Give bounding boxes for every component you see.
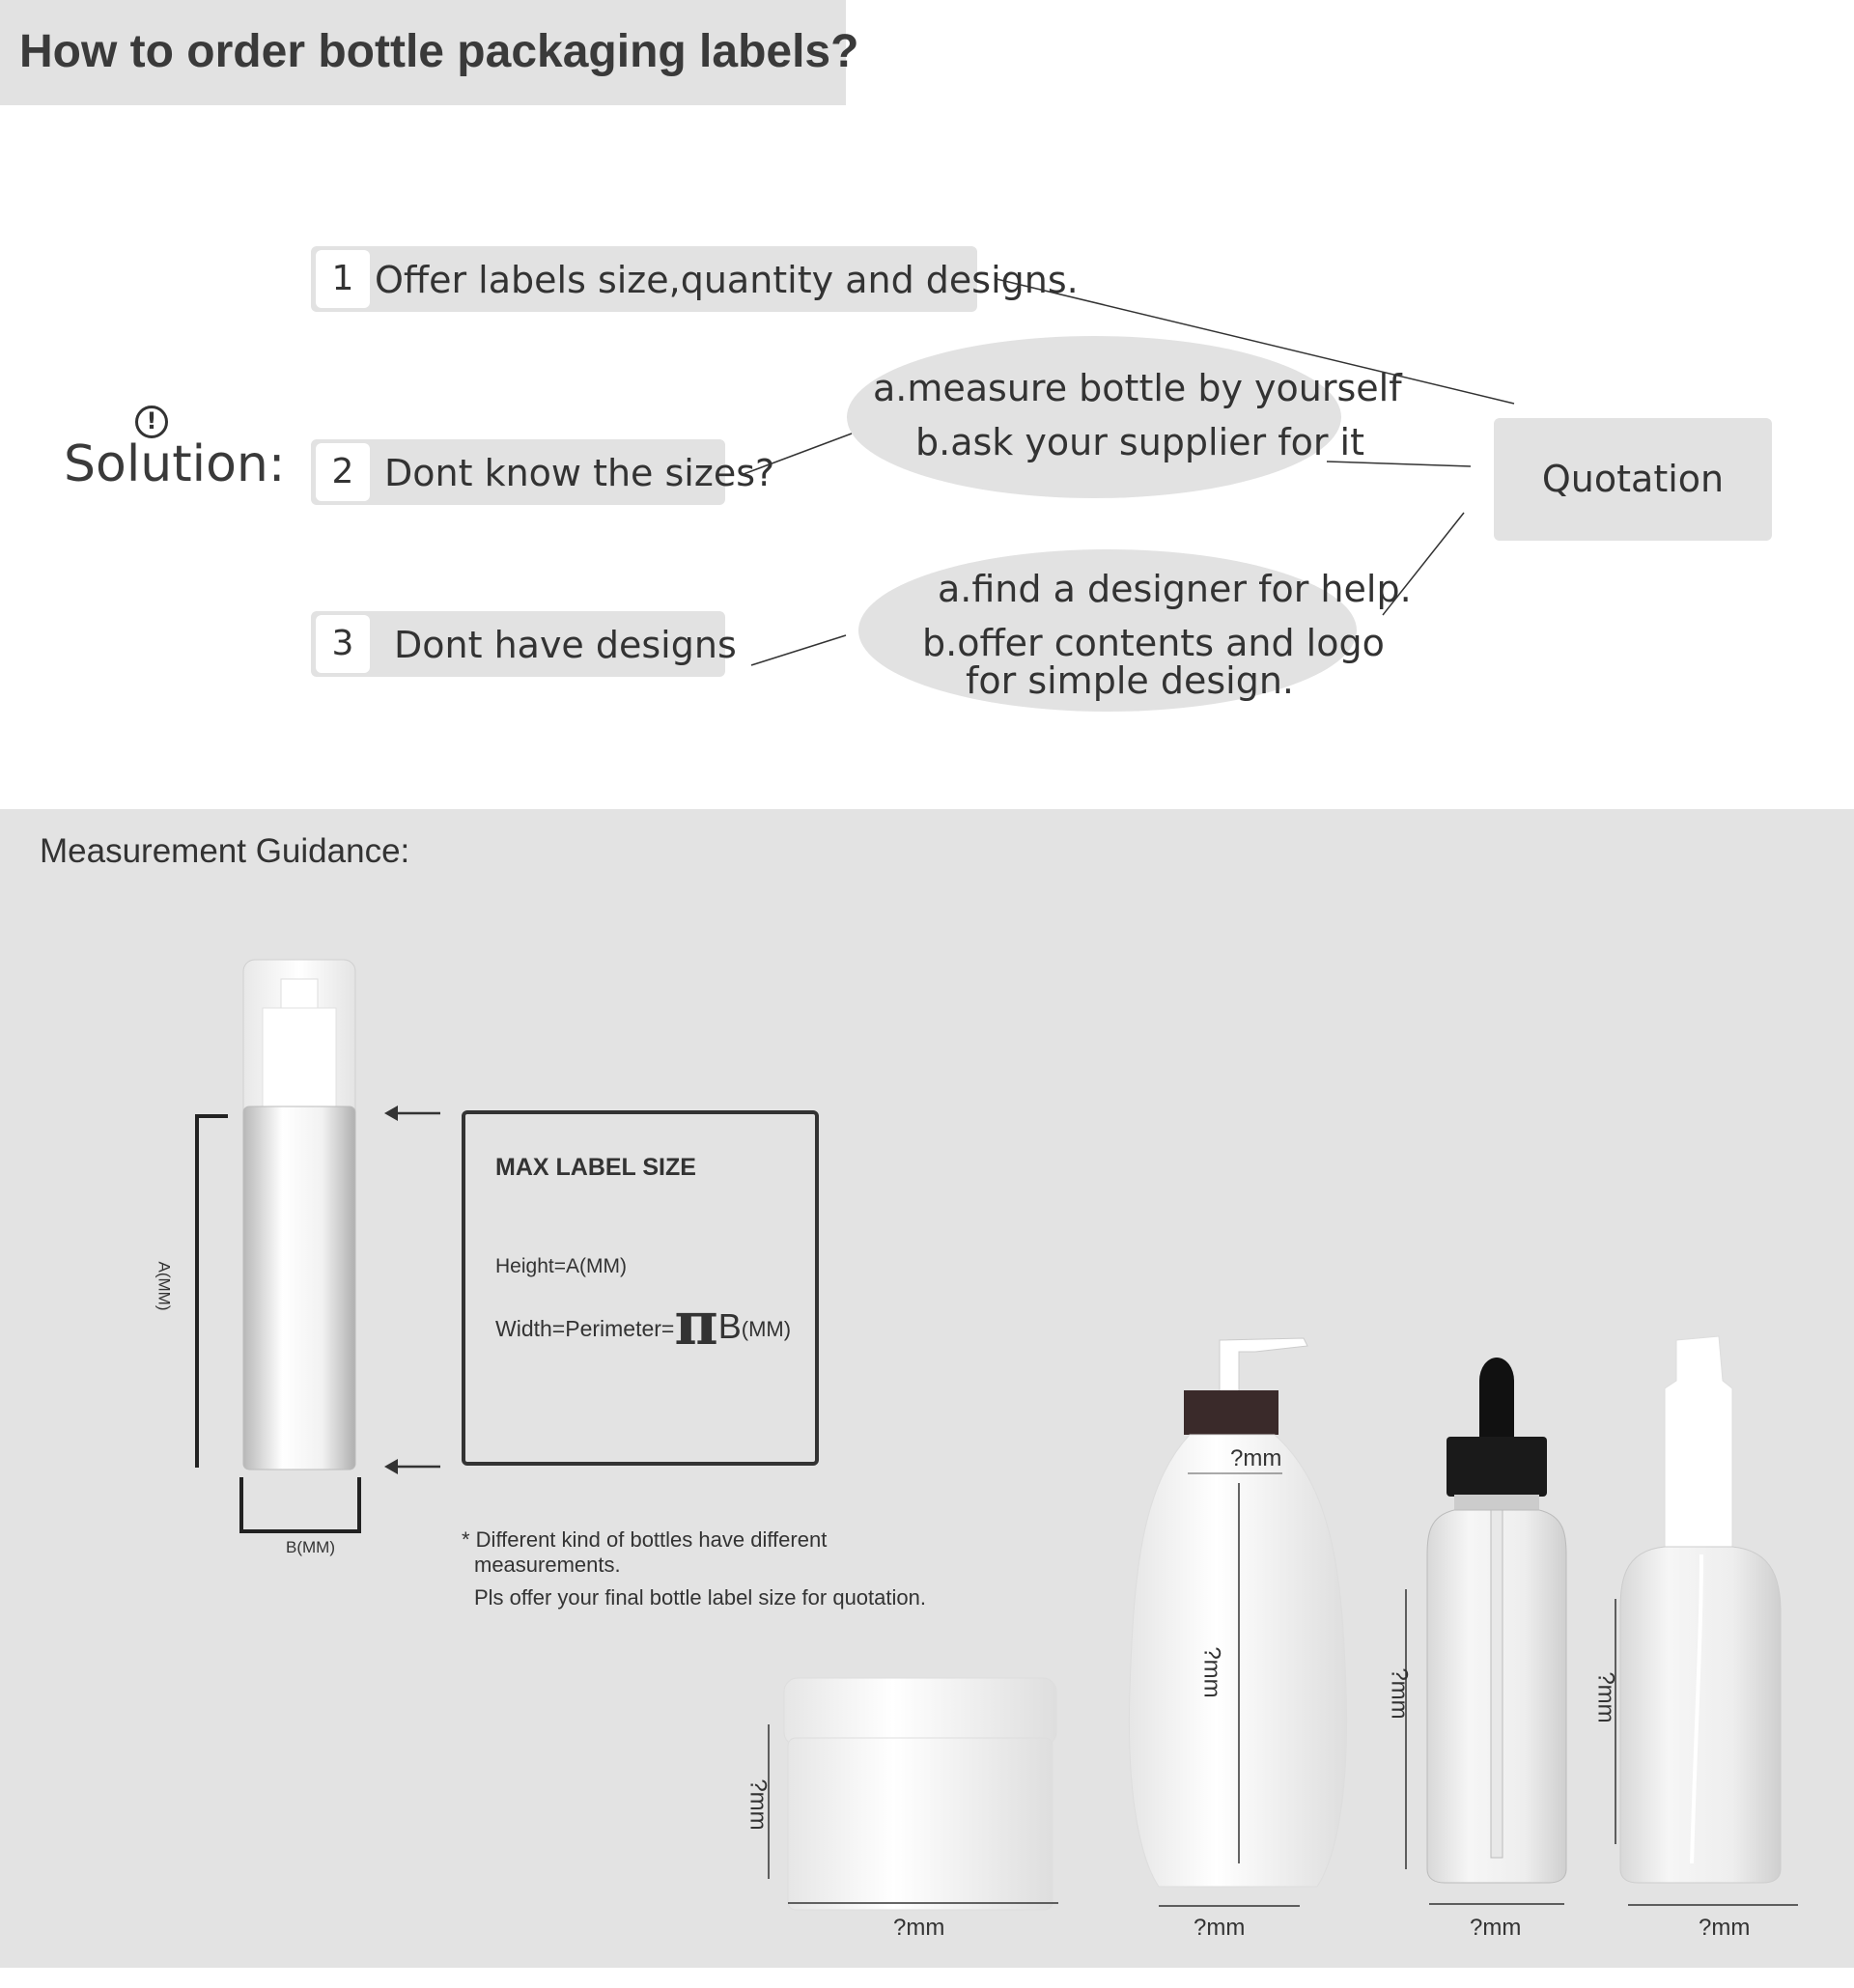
sizes-bubble xyxy=(847,336,1341,498)
arrow-head-bottom xyxy=(384,1459,398,1474)
bottle-measure-diagram xyxy=(135,946,464,1564)
dropper-height-label: ?mm xyxy=(1386,1667,1413,1720)
note-line-3: Pls offer your final bottle label size for quotation. xyxy=(474,1585,926,1610)
dropper-width-label: ?mm xyxy=(1470,1915,1522,1941)
step-number: 2 xyxy=(316,443,370,501)
bubble-text: a.measure bottle by yourself xyxy=(873,367,1402,409)
connector-step3-bubble xyxy=(751,635,846,665)
jar-width-label: ?mm xyxy=(893,1915,945,1941)
pump-head xyxy=(281,979,318,1008)
quotation-box: Quotation xyxy=(1494,418,1772,541)
guidance-title: Measurement Guidance: xyxy=(40,832,410,870)
jar-body xyxy=(788,1738,1053,1910)
lotion-bottle-body xyxy=(1129,1435,1346,1887)
jar-height-label: ?mm xyxy=(744,1778,772,1831)
dimension-a-label: A(MM) xyxy=(154,1261,174,1311)
bottle-body xyxy=(243,1106,355,1470)
bottle-examples xyxy=(753,1323,1854,1941)
bubble-text: for simple design. xyxy=(966,659,1294,702)
step-text: Dont know the sizes? xyxy=(384,452,775,494)
step-1 xyxy=(311,246,1079,312)
bubble-text: a.find a designer for help. xyxy=(938,568,1412,610)
bubble-text: b.ask your supplier for it xyxy=(915,421,1364,463)
exclamation-circle-icon: ! xyxy=(135,406,168,438)
jar-lid xyxy=(784,1678,1056,1746)
lotion-height-label: ?mm xyxy=(1198,1646,1225,1698)
dropper-cap xyxy=(1447,1437,1547,1497)
lotion-pump-collar xyxy=(1184,1390,1278,1435)
height-formula: Height=A(MM) xyxy=(495,1255,627,1277)
dropper-pipette xyxy=(1491,1510,1503,1858)
pump-bottle-head xyxy=(1665,1336,1732,1547)
width-variable: B xyxy=(717,1306,742,1346)
step-number: 3 xyxy=(316,615,370,673)
pump-width-label: ?mm xyxy=(1699,1915,1751,1941)
step-3 xyxy=(311,611,737,677)
bubble-text: b.offer contents and logo xyxy=(922,622,1385,664)
step-2 xyxy=(311,439,775,505)
dimension-b-label: B(MM) xyxy=(286,1538,335,1556)
dropper-neck xyxy=(1479,1381,1514,1437)
width-unit: (MM) xyxy=(741,1317,792,1341)
height-bracket xyxy=(197,1116,228,1468)
lotion-width-label: ?mm xyxy=(1194,1915,1246,1941)
note-line-1: * Different kind of bottles have different xyxy=(462,1527,828,1552)
solution-label: Solution: xyxy=(64,435,286,493)
width-formula-prefix: Width=Perimeter= xyxy=(495,1316,675,1341)
note-line-2: measurements. xyxy=(474,1553,621,1577)
width-formula xyxy=(495,1288,791,1358)
width-bracket xyxy=(241,1477,359,1531)
pump-height-label: ?mm xyxy=(1592,1671,1619,1723)
step-number: 1 xyxy=(316,250,370,308)
step-text: Offer labels size,quantity and designs. xyxy=(375,259,1079,301)
pi-symbol: π xyxy=(674,1288,718,1358)
lotion-neck-label: ?mm xyxy=(1230,1445,1282,1471)
step-text: Dont have designs xyxy=(394,624,737,666)
max-label-title: MAX LABEL SIZE xyxy=(495,1154,696,1181)
dropper-shoulder xyxy=(1454,1495,1539,1510)
page-title: How to order bottle packaging labels? xyxy=(19,26,859,77)
arrow-head-top xyxy=(384,1106,398,1121)
